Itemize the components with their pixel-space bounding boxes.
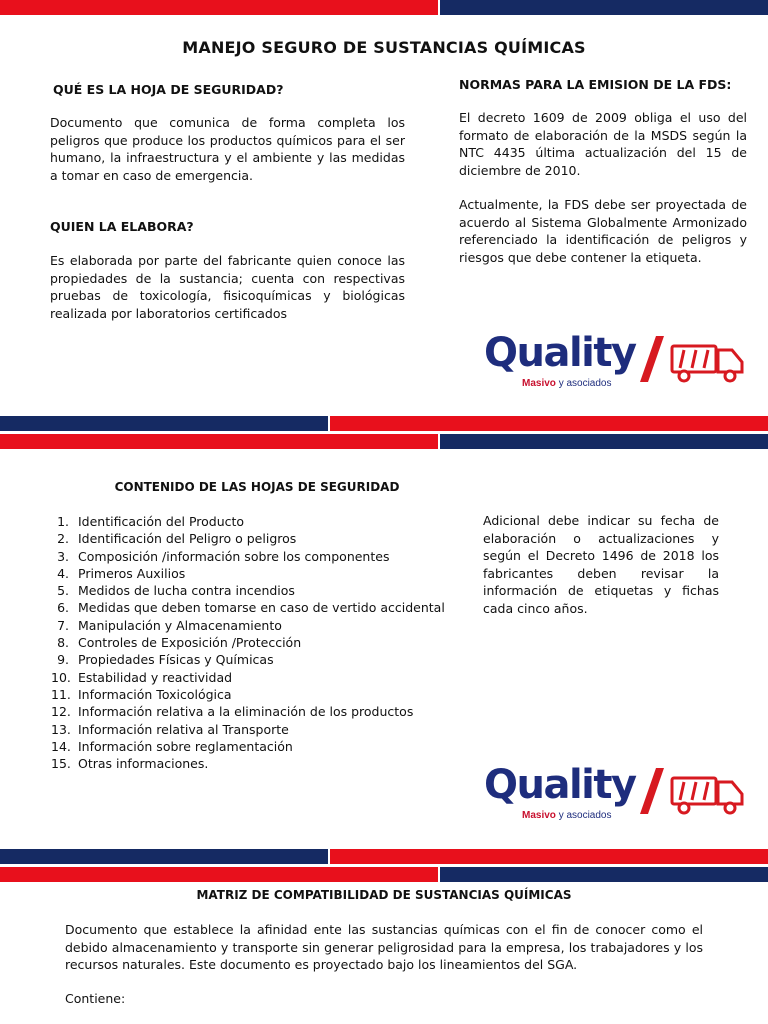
sds-contents-list [51,513,445,772]
band-red-segment [0,867,438,882]
list-item: 12. Información relativa a la eliminación de los productos [51,704,414,720]
divider-band-2b [0,867,768,882]
list-item: 3. Composición /información sobre los componentes [57,548,390,564]
logo-brand: Masivo [522,810,556,821]
band-navy-segment [440,867,768,882]
quality-logo [484,330,746,394]
band-navy-segment [440,434,768,449]
logo-slash [640,766,664,816]
divider-band-1a [0,416,768,431]
band-red-segment [330,849,768,864]
paragraph-compatibility-matrix: Documento que establece la afinidad ente las sustancias químicas con el fin de conocer como el debido almacenamiento y transporte sin generar peligrosidad para la empresa, los trabajadores y los recursos naturales. Este documento es proyectado bajo los lineamientos del SGA. [65,922,703,972]
list-item: 11. Información Toxicológica [51,686,232,702]
logo-tagline [522,810,612,821]
logo-slash [640,334,664,384]
list-item: 14. Información sobre reglamentación [51,738,293,754]
list-item: 1. Identificación del Producto [57,514,245,529]
heading-who-makes-it: QUIEN LA ELABORA? [50,219,194,234]
logo-brand: Masivo [522,378,556,389]
band-red-segment [0,0,438,15]
paragraph-update-note: Adicional debe indicar su fecha de elaboración o actualizaciones y según el Decreto 1496 de 2018 los fabricantes deben revisar la información de etiquetas y fichas cada cinco años. [483,513,719,616]
paragraph-norms-decree: El decreto 1609 de 2009 obliga el uso del formato de elaboración de la MSDS según la NTC 4435 última actualización del 15 de diciembre de 2010. [459,110,747,178]
paragraph-who-makes-it: Es elaborada por parte del fabricante quien conoce las propiedades de la sustancia; cuenta con respectivas pruebas de toxicología, fisicoquímicas y biológicas realizada por laboratorios certificados [50,253,405,321]
list-item: 10. Estabilidad y reactividad [51,669,233,685]
logo-wordmark: Quality [484,330,636,376]
truck-icon [670,340,746,386]
top-color-band [0,0,768,15]
list-item: 6. Medidas que deben tomarse en caso de vertido accidental [57,600,445,616]
divider-band-2a [0,849,768,864]
list-item: 13. Información relativa al Transporte [51,721,289,737]
list-item: 4. Primeros Auxilios [57,565,186,581]
heading-what-is-sds: QUÉ ES LA HOJA DE SEGURIDAD? [53,82,284,97]
list-item: 2. Identificación del Peligro o peligros [57,531,297,547]
band-navy-segment [0,416,328,431]
list-item: 7. Manipulación y Almacenamiento [57,617,282,633]
heading-norms: NORMAS PARA LA EMISION DE LA FDS: [459,77,732,92]
heading-sds-contents: CONTENIDO DE LAS HOJAS DE SEGURIDAD [114,480,400,494]
band-red-segment [0,434,438,449]
logo-tagline-text: y asociados [558,378,612,389]
logo-wordmark: Quality [484,762,636,808]
divider-band-1b [0,434,768,449]
list-item: 15. Otras informaciones. [51,756,209,772]
heading-compatibility-matrix: MATRIZ DE COMPATIBILIDAD DE SUSTANCIAS QUÍMICAS [196,888,572,902]
list-item: 8. Controles de Exposición /Protección [57,635,302,651]
label-contains: Contiene: [65,991,126,1006]
band-navy-segment [440,0,768,15]
paragraph-what-is-sds: Documento que comunica de forma completa los peligros que produce los productos químicos para el ser humano, la infraestructura y el ambiente y las medidas a tomar en caso de emergencia. [50,115,405,183]
band-red-segment [330,416,768,431]
band-navy-segment [0,849,328,864]
quality-logo [484,762,746,826]
page-title: MANEJO SEGURO DE SUSTANCIAS QUÍMICAS [182,38,586,57]
list-item: 9. Propiedades Físicas y Químicas [57,652,274,668]
paragraph-norms-ghs: Actualmente, la FDS debe ser proyectada de acuerdo al Sistema Globalmente Armonizado referenciado la identificación de peligros y riesgos que debe contener la etiqueta. [459,197,747,265]
list-item: 5. Medidos de lucha contra incendios [57,583,295,599]
logo-tagline-text: y asociados [558,810,612,821]
logo-tagline [522,378,612,389]
truck-icon [670,772,746,818]
